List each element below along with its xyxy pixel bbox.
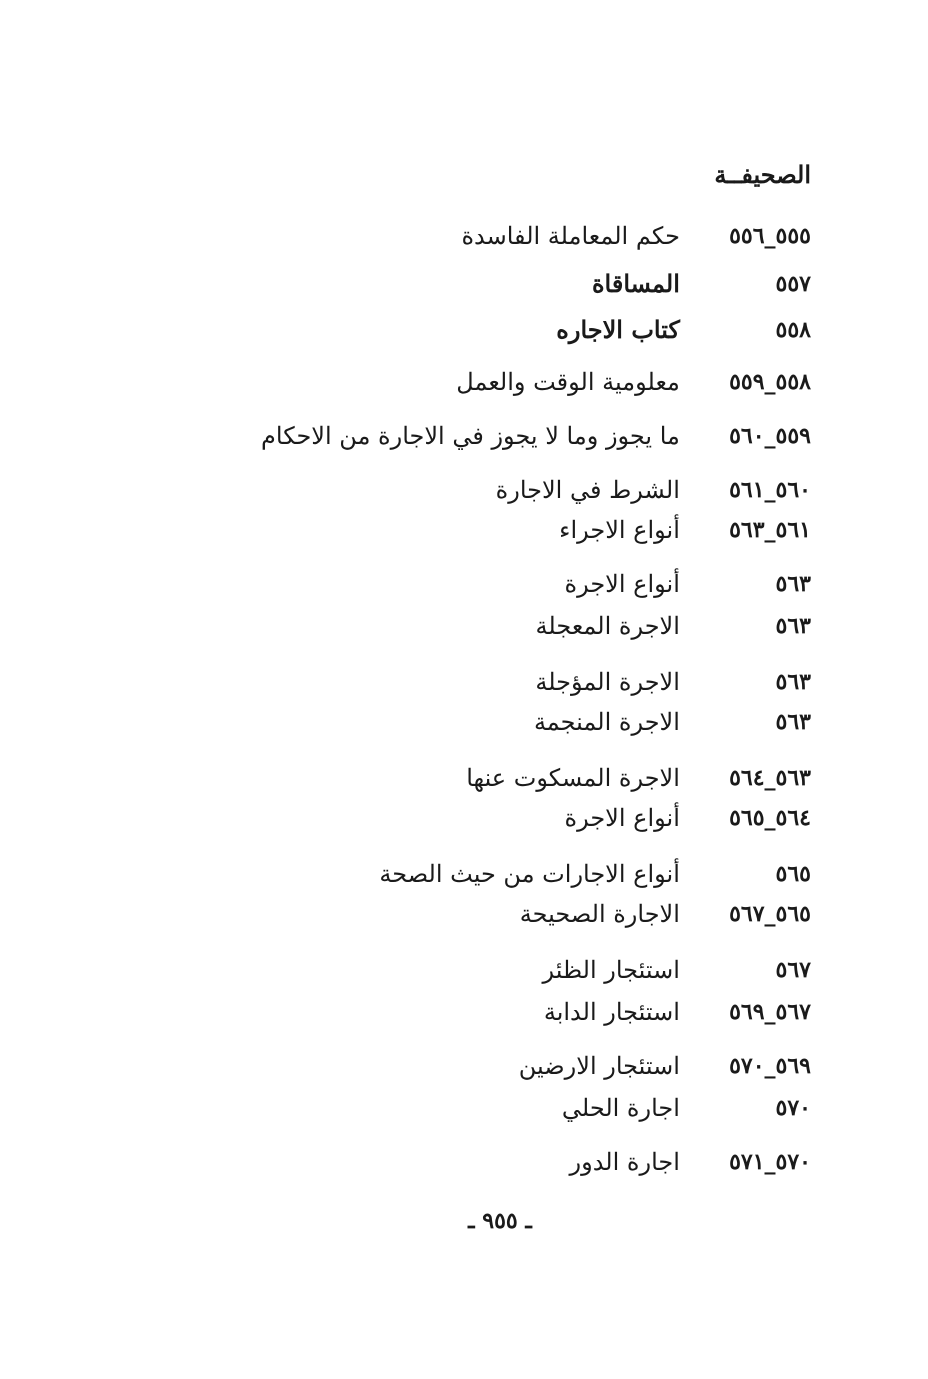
page-range: ٥٦٧_٥٦٩: [729, 999, 811, 1025]
column-header: الصحيفــة: [714, 160, 811, 189]
toc-entry: [379, 856, 811, 892]
toc-entry: [565, 800, 811, 836]
entry-title: اجارة الحلي: [561, 1094, 680, 1122]
toc-entry: [535, 664, 811, 700]
entry-title: ما يجوز وما لا يجوز في الاجارة من الاحكام: [261, 422, 680, 450]
page-range: ٥٧٠_٥٧١: [729, 1149, 811, 1175]
toc-entry: [559, 512, 811, 548]
entry-title: معلومية الوقت والعمل: [456, 368, 680, 396]
entry-title: كتاب الاجاره: [556, 315, 680, 344]
page-range: ٥٧٠: [775, 1095, 811, 1121]
page-range: ٥٦٩_٥٧٠: [729, 1053, 811, 1079]
page-range: ٥٦٥: [775, 861, 811, 887]
page-range: ٥٦٣: [775, 709, 811, 735]
entry-title: أنواع الاجرة: [564, 804, 680, 832]
toc-entry: [466, 760, 811, 796]
page-range: ٥٦٣: [775, 613, 811, 639]
toc-entry: [562, 1090, 811, 1126]
toc-entry: [456, 364, 811, 400]
entry-title: الاجارة الصحيحة: [519, 900, 680, 928]
toc-entry: [542, 952, 811, 988]
page-number: ـ ٩٥٥ ـ: [468, 1208, 532, 1234]
page-range: ٥٥٥_٥٥٦: [729, 223, 811, 249]
toc-entry: [519, 1048, 811, 1084]
entry-title: اجارة الدور: [569, 1148, 680, 1176]
entry-title: المساقاة: [591, 269, 680, 298]
entry-title: الاجرة المعجلة: [535, 612, 680, 640]
entry-title: الشرط في الاجارة: [495, 476, 680, 504]
page-range: ٥٦١_٥٦٣: [729, 517, 811, 543]
entry-title: الاجرة المسكوت عنها: [466, 764, 680, 792]
entry-title: أنواع الاجارات من حيث الصحة: [379, 860, 680, 888]
page-range: ٥٥٩_٥٦٠: [729, 423, 811, 449]
page-range: ٥٥٨_٥٥٩: [729, 369, 811, 395]
toc-entry: [570, 1144, 811, 1180]
entry-title: حكم المعاملة الفاسدة: [461, 222, 680, 250]
toc-entry: [534, 704, 811, 740]
toc-entry: [592, 266, 811, 302]
toc-entry: [261, 418, 811, 454]
entry-title: استئجار الارضين: [518, 1052, 680, 1080]
entry-title: الاجرة المنجمة: [533, 708, 680, 736]
toc-entry: [556, 312, 811, 348]
page-range: ٥٦٥_٥٦٧: [729, 901, 811, 927]
page-range: ٥٥٧: [775, 271, 811, 297]
entry-title: استئجار الدابة: [543, 998, 680, 1026]
page-range: ٥٦٣_٥٦٤: [729, 765, 811, 791]
page-range: ٥٦٠_٥٦١: [729, 477, 811, 503]
page-range: ٥٥٨: [775, 317, 811, 343]
page-range: ٥٦٣: [775, 571, 811, 597]
entry-title: استئجار الظئر: [542, 956, 680, 984]
toc-entry: [565, 566, 811, 602]
entry-title: أنواع الاجراء: [559, 516, 680, 544]
entry-title: أنواع الاجرة: [564, 570, 680, 598]
toc-entry: [544, 994, 811, 1030]
page-range: ٥٦٧: [775, 957, 811, 983]
toc-entry: [536, 608, 811, 644]
toc-entry: [461, 218, 811, 254]
toc-entry: [496, 472, 811, 508]
toc-entry: [520, 896, 811, 932]
page-range: ٥٦٣: [775, 669, 811, 695]
page-range: ٥٦٤_٥٦٥: [729, 805, 811, 831]
entry-title: الاجرة المؤجلة: [535, 668, 680, 696]
